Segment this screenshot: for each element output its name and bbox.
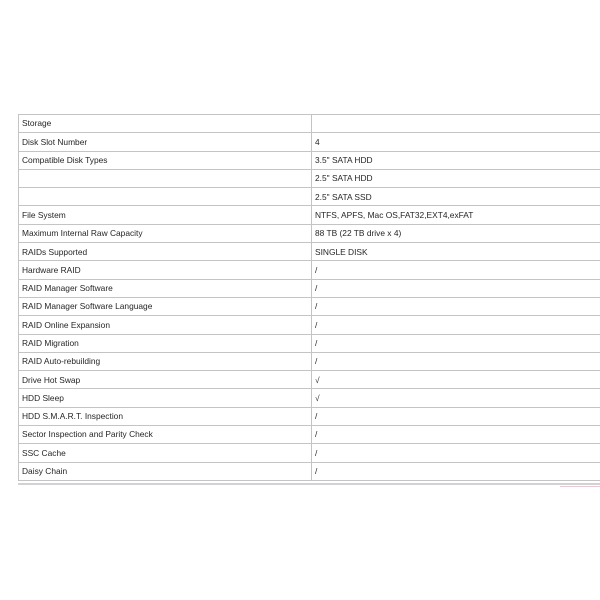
spec-label-cell: Disk Slot Number [19, 133, 312, 151]
spec-label-cell: RAID Auto-rebuilding [19, 352, 312, 370]
spec-row [19, 444, 600, 462]
spec-row [19, 151, 600, 169]
spec-row [19, 297, 600, 315]
spec-row [19, 261, 600, 279]
spec-value-cell: / [312, 426, 600, 444]
spec-row [19, 279, 600, 297]
spec-label-cell: Daisy Chain [19, 462, 312, 480]
spec-label-cell: RAID Manager Software Language [19, 297, 312, 315]
spec-value-cell: 2.5" SATA HDD [312, 169, 600, 187]
spec-value-cell: / [312, 407, 600, 425]
spec-value-cell: √ [312, 371, 600, 389]
spec-label-cell: RAID Online Expansion [19, 316, 312, 334]
spec-value-cell: 2.5" SATA SSD [312, 188, 600, 206]
spec-label-cell: RAID Manager Software [19, 279, 312, 297]
spec-value-cell: / [312, 334, 600, 352]
spec-table [18, 114, 600, 481]
spec-label-cell: HDD Sleep [19, 389, 312, 407]
spec-value-cell: / [312, 297, 600, 315]
spec-label-cell [19, 188, 312, 206]
spec-value-cell [312, 115, 600, 133]
spec-row [19, 115, 600, 133]
spec-value-cell: / [312, 279, 600, 297]
spec-table-body [19, 115, 600, 481]
spec-value-cell: / [312, 316, 600, 334]
spec-label-cell: Storage [19, 115, 312, 133]
spec-value-cell: 3.5" SATA HDD [312, 151, 600, 169]
spec-label-cell: Sector Inspection and Parity Check [19, 426, 312, 444]
bottom-divider-accent [560, 486, 600, 487]
spec-row [19, 169, 600, 187]
spec-row [19, 188, 600, 206]
spec-row [19, 352, 600, 370]
spec-value-cell: SINGLE DISK [312, 243, 600, 261]
spec-label-cell: SSC Cache [19, 444, 312, 462]
spec-row [19, 407, 600, 425]
spec-label-cell: Maximum Internal Raw Capacity [19, 224, 312, 242]
spec-value-cell: √ [312, 389, 600, 407]
spec-row [19, 371, 600, 389]
spec-value-cell: / [312, 261, 600, 279]
spec-row [19, 206, 600, 224]
bottom-divider [18, 483, 600, 485]
spec-row [19, 316, 600, 334]
spec-label-cell: File System [19, 206, 312, 224]
spec-label-cell: Hardware RAID [19, 261, 312, 279]
spec-label-cell: HDD S.M.A.R.T. Inspection [19, 407, 312, 425]
spec-value-cell: 88 TB (22 TB drive x 4) [312, 224, 600, 242]
spec-value-cell: NTFS, APFS, Mac OS,FAT32,EXT4,exFAT [312, 206, 600, 224]
spec-value-cell: / [312, 462, 600, 480]
spec-value-cell: / [312, 352, 600, 370]
spec-row [19, 243, 600, 261]
spec-label-cell: RAIDs Supported [19, 243, 312, 261]
spec-value-cell: / [312, 444, 600, 462]
spec-label-cell: Drive Hot Swap [19, 371, 312, 389]
spec-row [19, 462, 600, 480]
spec-label-cell: Compatible Disk Types [19, 151, 312, 169]
spec-row [19, 426, 600, 444]
spec-row [19, 133, 600, 151]
spec-row [19, 389, 600, 407]
spec-label-cell [19, 169, 312, 187]
spec-row [19, 224, 600, 242]
spec-value-cell: 4 [312, 133, 600, 151]
spec-row [19, 334, 600, 352]
spec-label-cell: RAID Migration [19, 334, 312, 352]
